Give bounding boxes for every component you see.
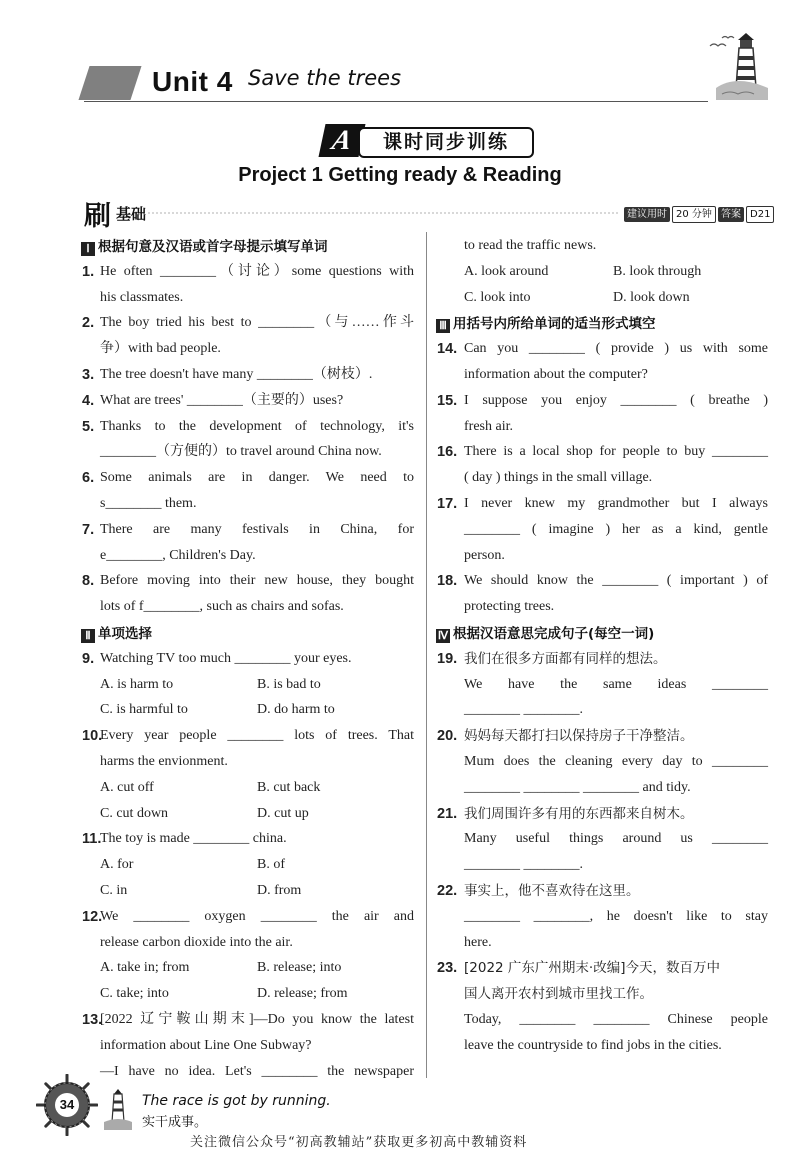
header-rule — [84, 101, 708, 102]
question-text-line: Many useful things around us ________ — [464, 831, 768, 847]
question-text-line: ________ ________, he doesn't like to stay — [464, 908, 768, 924]
question-number-wrap — [82, 417, 94, 438]
question-number-wrap — [437, 958, 457, 979]
question-text-line: protecting trees. — [464, 599, 555, 615]
question-text-line: There are many festivals in China, for — [100, 521, 414, 537]
question-text-line: his classmates. — [100, 289, 184, 305]
answer-label: 答案 — [718, 207, 744, 222]
question-text-line: The boy tried his best to ________（与……作斗 — [100, 315, 414, 331]
unit-title: Unit 4 — [152, 66, 233, 97]
question-number: 5. — [82, 418, 95, 435]
question-number: 11. — [82, 831, 102, 848]
question-text-line: The tree doesn't have many ________（树枝）. — [100, 367, 373, 382]
question-text-line: release carbon dioxide into the air. — [100, 934, 293, 950]
section-roman-numeral: Ⅲ — [436, 319, 450, 333]
question-number: 9. — [82, 650, 95, 667]
motto-english: The race is got by running. — [142, 1093, 331, 1109]
question-number: 16. — [437, 444, 458, 461]
answer-option: B. release; into — [257, 960, 342, 976]
question-text-line: to read the traffic news. — [464, 238, 597, 253]
question-number-wrap — [437, 494, 457, 515]
unit-header-slab — [78, 66, 141, 100]
question-number: 6. — [82, 470, 95, 487]
question-text-line: ________（方便的）to travel around China now. — [100, 444, 382, 460]
question-number-wrap — [437, 726, 457, 747]
question-text-line: ________ ________. — [464, 702, 583, 718]
question-text-line: Before moving into their new house, they bought — [100, 573, 414, 589]
question-number: 15. — [437, 392, 458, 409]
question-number: 14. — [437, 341, 458, 358]
suggested-time-label: 建议用时 — [624, 207, 670, 222]
question-text-line: Every year people ________ lots of trees. That — [100, 728, 414, 744]
question-text-line: [2022 辽宁鞍山期末]—Do you know the latest — [100, 1012, 414, 1027]
question-number-wrap — [437, 649, 457, 670]
section-heading-text: 根据汉语意思完成句子(每空一词) — [453, 626, 655, 642]
question-number: 22. — [437, 883, 458, 899]
section-banner-text: 课时同步训练 — [358, 127, 534, 158]
question-text-line: Can you ________ ( provide ) us with some — [464, 341, 768, 357]
answer-option: A. take in; from — [100, 960, 190, 976]
answer-option: D. look down — [613, 289, 690, 305]
question-text-line: person. — [464, 547, 505, 563]
question-number-wrap — [82, 829, 101, 850]
question-number-wrap — [437, 881, 457, 902]
question-number: 10. — [82, 728, 103, 745]
motto-chinese: 实干成事。 — [142, 1115, 208, 1130]
question-text-line: I never knew my grandmother but I always — [464, 496, 768, 511]
question-text-line: We have the same ideas ________ — [464, 676, 768, 692]
practice-divider — [148, 212, 618, 214]
question-text-line: 我们周围许多有用的东西都来自树木。 — [464, 805, 694, 822]
small-lighthouse-icon — [102, 1088, 134, 1132]
question-number: 7. — [82, 521, 95, 538]
question-number: 21. — [437, 805, 458, 822]
section-heading — [436, 315, 656, 333]
question-text-line: The toy is made ________ china. — [100, 831, 287, 847]
question-number: 2. — [82, 315, 95, 332]
suggested-time-value: 20 分钟 — [672, 206, 716, 223]
section-heading — [81, 625, 152, 643]
question-text-line: We ________ oxygen ________ the air and — [100, 908, 414, 924]
watermark-text: 关注微信公众号“初高教辅站”获取更多初高中教辅资料 — [190, 1135, 528, 1150]
answer-option: A. is harm to — [100, 676, 174, 692]
question-number: 13. — [82, 1012, 103, 1028]
question-text-line: We should know the ________ ( important ) of — [464, 573, 768, 589]
question-number-wrap — [82, 649, 94, 670]
question-text-line: fresh air. — [464, 418, 513, 434]
question-number: 4. — [82, 392, 95, 409]
answer-option: D. from — [257, 883, 302, 898]
section-heading — [436, 625, 654, 643]
question-number-wrap — [82, 468, 94, 489]
question-text-line: There is a local shop for people to buy ________ — [464, 444, 768, 460]
answer-option: D. release; from — [257, 986, 348, 1002]
unit-subtitle: Save the trees — [248, 66, 402, 90]
question-text-line: lots of f________, such as chairs and sofas. — [100, 599, 344, 615]
question-number-wrap — [82, 313, 94, 334]
question-text-line: 国人离开农村到城市里找工作。 — [464, 986, 653, 1003]
question-text-line: e________, Children's Day. — [100, 547, 256, 563]
answer-option: D. do harm to — [257, 702, 335, 718]
question-number: 3. — [82, 367, 95, 383]
answer-option: C. in — [100, 883, 128, 898]
question-text-line: s________ them. — [100, 496, 197, 511]
section-roman-numeral: Ⅱ — [81, 629, 95, 643]
question-text-line: 妈妈每天都打扫以保持房子干净整洁。 — [464, 728, 694, 745]
question-number-wrap — [437, 442, 457, 463]
section-heading-text: 用括号内所给单词的适当形式填空 — [453, 316, 656, 333]
question-text-line: ________ ( imagine ) her as a kind, gentle — [464, 521, 768, 537]
question-text-line: harms the envionment. — [100, 754, 228, 769]
section-heading-text: 单项选择 — [98, 626, 152, 642]
question-number-wrap — [82, 520, 94, 541]
section-heading — [81, 238, 328, 256]
answer-page: D21 — [746, 206, 774, 223]
practice-brush-label: 刷 — [84, 201, 111, 232]
answer-option: C. is harmful to — [100, 702, 188, 718]
question-number-wrap — [437, 571, 457, 592]
suggested-time — [624, 206, 716, 221]
question-text-line: He often ________（讨论）some questions with — [100, 263, 414, 279]
answer-option: C. take; into — [100, 986, 169, 1002]
question-text-line: [2022 广东广州期末·改编]今天，数百万中 — [464, 960, 720, 977]
answer-option: B. look through — [613, 263, 702, 279]
question-text-line: leave the countryside to find jobs in the cities. — [464, 1037, 722, 1053]
question-number: 20. — [437, 728, 458, 745]
question-number: 1. — [82, 263, 95, 280]
section-letter: A — [318, 124, 365, 157]
question-text-line: information about the computer? — [464, 367, 648, 382]
question-text-line: What are trees' ________（主要的）uses? — [100, 392, 344, 408]
question-number: 18. — [437, 573, 458, 590]
question-text-line: ________ ________. — [464, 857, 583, 873]
answer-option: B. cut back — [257, 779, 321, 795]
answer-reference — [718, 206, 774, 221]
question-text-line: here. — [464, 934, 492, 950]
question-number: 12. — [82, 908, 103, 925]
question-text-line: 事实上，他不喜欢待在这里。 — [464, 883, 640, 899]
question-number-wrap — [437, 804, 457, 825]
question-text-line: Some animals are in danger. We need to — [100, 470, 414, 486]
page-number: 34 — [55, 1093, 79, 1117]
answer-option: A. look around — [464, 263, 549, 279]
section-banner — [318, 124, 538, 158]
column-divider — [426, 232, 427, 1078]
section-heading-text: 根据句意及汉语或首字母提示填写单词 — [98, 239, 328, 255]
answer-option: B. of — [257, 857, 285, 873]
answer-option: B. is bad to — [257, 676, 321, 692]
section-roman-numeral: Ⅳ — [437, 630, 449, 642]
question-number: 23. — [437, 960, 458, 977]
question-text-line: Today, ________ ________ Chinese people — [464, 1012, 768, 1027]
answer-option: C. cut down — [100, 805, 169, 821]
question-number: 19. — [437, 650, 458, 667]
section-roman-numeral: Ⅰ — [81, 242, 95, 256]
answer-option: C. look into — [464, 289, 531, 305]
answer-option: A. cut off — [100, 779, 154, 795]
answer-option: D. cut up — [257, 805, 309, 821]
question-text-line: Thanks to the development of technology, it's — [100, 418, 414, 434]
question-text-line: I suppose you enjoy ________ ( breathe ) — [464, 392, 768, 408]
question-text-line: ( day ) things in the small village. — [464, 470, 653, 486]
question-text-line: ________ ________ ________ and tidy. — [464, 779, 691, 795]
question-text-line: —I have no idea. Let's ________ the newspaper — [100, 1063, 414, 1079]
practice-basics-label: 基础 — [116, 205, 147, 223]
question-number-wrap — [82, 262, 94, 283]
answer-option: A. for — [100, 857, 134, 873]
question-text-line: information about Line One Subway? — [100, 1037, 312, 1053]
question-number-wrap — [82, 391, 94, 412]
question-text-line: 争）with bad people. — [100, 341, 221, 357]
question-text-line: Watching TV too much ________ your eyes. — [100, 650, 352, 666]
question-number-wrap — [82, 571, 94, 592]
question-text-line: 我们在很多方面都有同样的想法。 — [464, 650, 667, 667]
question-number: 17. — [437, 496, 458, 512]
question-number-wrap — [82, 365, 94, 386]
project-title: Project 1 Getting ready & Reading — [238, 164, 562, 186]
question-number-wrap — [437, 391, 457, 412]
question-text-line: Mum does the cleaning every day to ________ — [464, 754, 768, 769]
lighthouse-icon — [702, 30, 772, 102]
question-number-wrap — [437, 339, 457, 360]
question-number: 8. — [82, 573, 95, 590]
